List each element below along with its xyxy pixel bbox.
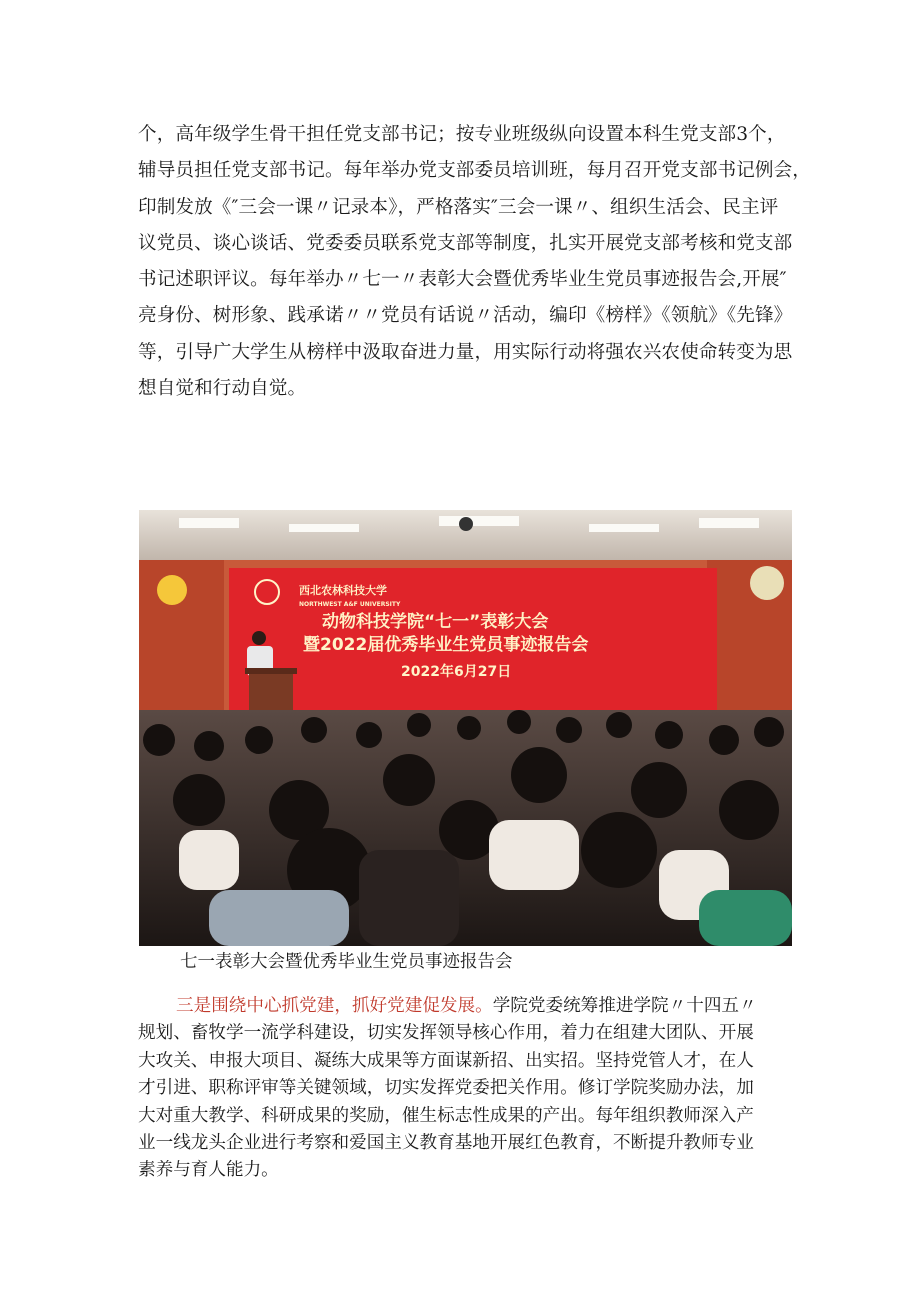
paragraph-1-line: 议党员、谈心谈话、党委委员联系党支部等制度，扎实开展党支部考核和党支部 bbox=[138, 232, 793, 254]
paragraph-1 bbox=[138, 120, 811, 410]
paragraph-2-line: 才引进、职称评审等关键领域，切实发挥党委把关作用。修订学院奖励办法，加 bbox=[138, 1078, 754, 1099]
screen-banner-date: 2022年6月27日 bbox=[401, 664, 512, 680]
paragraph-2-line: 素养与育人能力。 bbox=[138, 1160, 279, 1181]
paragraph-2-lead-sentence: 三是围绕中心抓党建，抓好党建促发展。 bbox=[176, 996, 493, 1016]
party-emblem-icon bbox=[157, 575, 187, 605]
paragraph-2-line: 大对重大教学、科研成果的奖励，催生标志性成果的产出。每年组织教师深入产 bbox=[138, 1105, 754, 1126]
paragraph-2-line: 业一线龙头企业进行考察和爱国主义教育基地开展红色教育，不断提升教师专业 bbox=[138, 1132, 754, 1153]
university-emblem-icon bbox=[750, 566, 784, 600]
paragraph-2-line: 大攻关、申报大项目、凝练大成果等方面谋新招、出实招。坚持党管人才，在人 bbox=[138, 1050, 754, 1071]
event-photo bbox=[139, 510, 792, 946]
paragraph-1-line: 印制发放《″三会一课〃记录本》，严格落实″三会一课〃、组织生活会、民主评 bbox=[138, 196, 779, 218]
paragraph-1-line: 想自觉和行动自觉。 bbox=[138, 378, 307, 400]
paragraph-1-line: 等，引导广大学生从榜样中汲取奋进力量，用实际行动将强农兴农使命转变为思 bbox=[138, 341, 793, 363]
photo-caption: 七一表彰大会暨优秀毕业生党员事迹报告会 bbox=[180, 952, 513, 972]
paragraph-1-line: 辅导员担任党支部书记。每年举办党支部委员培训班，每月召开党支部书记例会， bbox=[138, 160, 811, 182]
paragraph-2-first-line bbox=[138, 993, 798, 1020]
paragraph-1-line: 书记述职评议。每年举办〃七一〃表彰大会暨优秀毕业生党员事迹报告会,开展″ bbox=[138, 269, 787, 291]
screen-banner-line1: 动物科技学院“七一”表彰大会 bbox=[322, 612, 549, 632]
paragraph-2-line: 规划、畜牧学一流学科建设，切实发挥领导核心作用，着力在组建大团队、开展 bbox=[138, 1023, 754, 1044]
paragraph-2-first-line-rest: 学院党委统筹推进学院〃十四五〃 bbox=[492, 996, 757, 1016]
paragraph-2 bbox=[138, 993, 798, 1185]
screen-banner-line2: 暨2022届优秀毕业生党员事迹报告会 bbox=[303, 635, 589, 655]
paragraph-1-line: 亮身份、树形象、践承诺〃〃党员有话说〃活动，编印《榜样》《领航》《先锋》 bbox=[138, 305, 793, 327]
screen-logo-cn: 西北农林科技大学 bbox=[299, 584, 387, 597]
paragraph-1-line: 个，高年级学生骨干担任党支部书记；按专业班级纵向设置本科生党支部3个， bbox=[138, 124, 786, 145]
screen-logo-en: NORTHWEST A&F UNIVERSITY bbox=[299, 601, 401, 608]
